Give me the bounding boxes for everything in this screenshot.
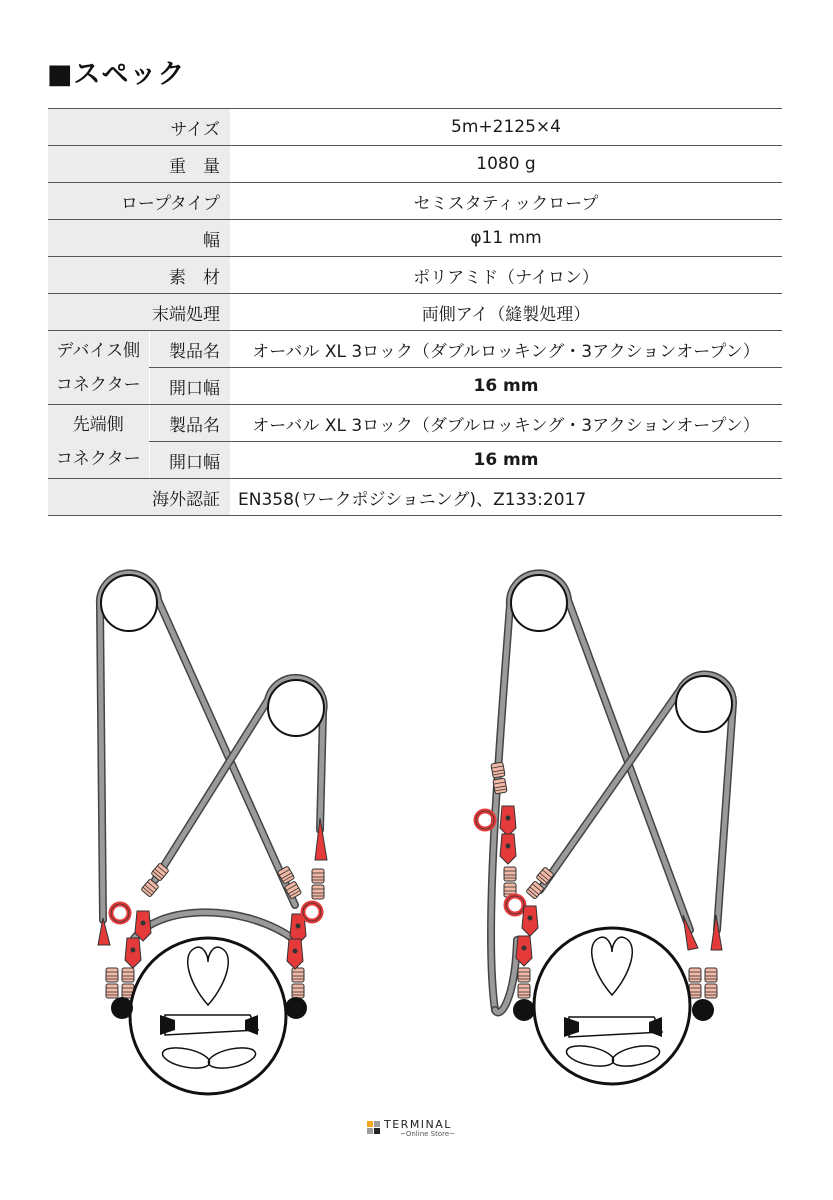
row-label: 幅: [48, 220, 230, 257]
row-value: 5m+2125×4: [230, 109, 782, 146]
table-row: [48, 331, 782, 368]
row-label: ロープタイプ: [48, 183, 230, 220]
row-label: 製品名: [149, 331, 230, 368]
row-label: 末端処理: [48, 294, 230, 331]
group-label-device-connector: [48, 331, 149, 405]
table-row: [48, 442, 782, 479]
table-row: [48, 368, 782, 405]
pulley-circle: [268, 680, 324, 736]
row-value: ポリアミド（ナイロン）: [230, 257, 782, 294]
group-label-line: コネクター: [55, 374, 141, 395]
group-label-line: コネクター: [55, 448, 141, 469]
row-value: オーバル XL 3ロック（ダブルロッキング・3アクションオープン）: [230, 331, 782, 368]
row-value: EN358(ワークポジショニング)、Z133:2017: [230, 479, 782, 516]
table-row: [48, 183, 782, 220]
table-row: [48, 479, 782, 516]
row-label: 製品名: [149, 405, 230, 442]
pulley-circle: [511, 575, 567, 631]
pulley-circle: [676, 676, 732, 732]
row-value: 16 mm: [230, 442, 782, 479]
spec-table: [48, 108, 782, 516]
row-label: 開口幅: [149, 368, 230, 405]
logo-subtitle: ~Online Store~: [400, 1130, 456, 1138]
table-row: [48, 294, 782, 331]
row-value: 1080 g: [230, 146, 782, 183]
row-value: オーバル XL 3ロック（ダブルロッキング・3アクションオープン）: [230, 405, 782, 442]
table-row: [48, 220, 782, 257]
row-label: 重 量: [48, 146, 230, 183]
group-label-tip-connector: [48, 405, 149, 479]
table-row: [48, 146, 782, 183]
group-label-line: 先端側: [72, 414, 124, 435]
person-head-icon: [513, 928, 714, 1084]
left-rigging-figure: [98, 573, 327, 1094]
row-value: セミスタティックロープ: [230, 183, 782, 220]
row-value: 16 mm: [230, 368, 782, 405]
row-label: サイズ: [48, 109, 230, 146]
page-title: ■スペック: [47, 59, 186, 90]
rope-rigging-illustration: [0, 540, 833, 1100]
row-label: 素 材: [48, 257, 230, 294]
group-label-line: デバイス側: [56, 340, 141, 361]
terminal-logo-icon: [367, 1121, 381, 1135]
table-row: [48, 257, 782, 294]
row-value: φ11 mm: [230, 220, 782, 257]
person-head-icon: [111, 938, 307, 1094]
row-value: 両側アイ（縫製処理）: [230, 294, 782, 331]
table-row: [48, 109, 782, 146]
right-rigging-figure: [476, 573, 733, 1084]
logo-name: TERMINAL: [384, 1118, 452, 1131]
row-label: 開口幅: [149, 442, 230, 479]
row-label: 海外認証: [48, 479, 230, 516]
pulley-circle: [101, 575, 157, 631]
table-row: [48, 405, 782, 442]
